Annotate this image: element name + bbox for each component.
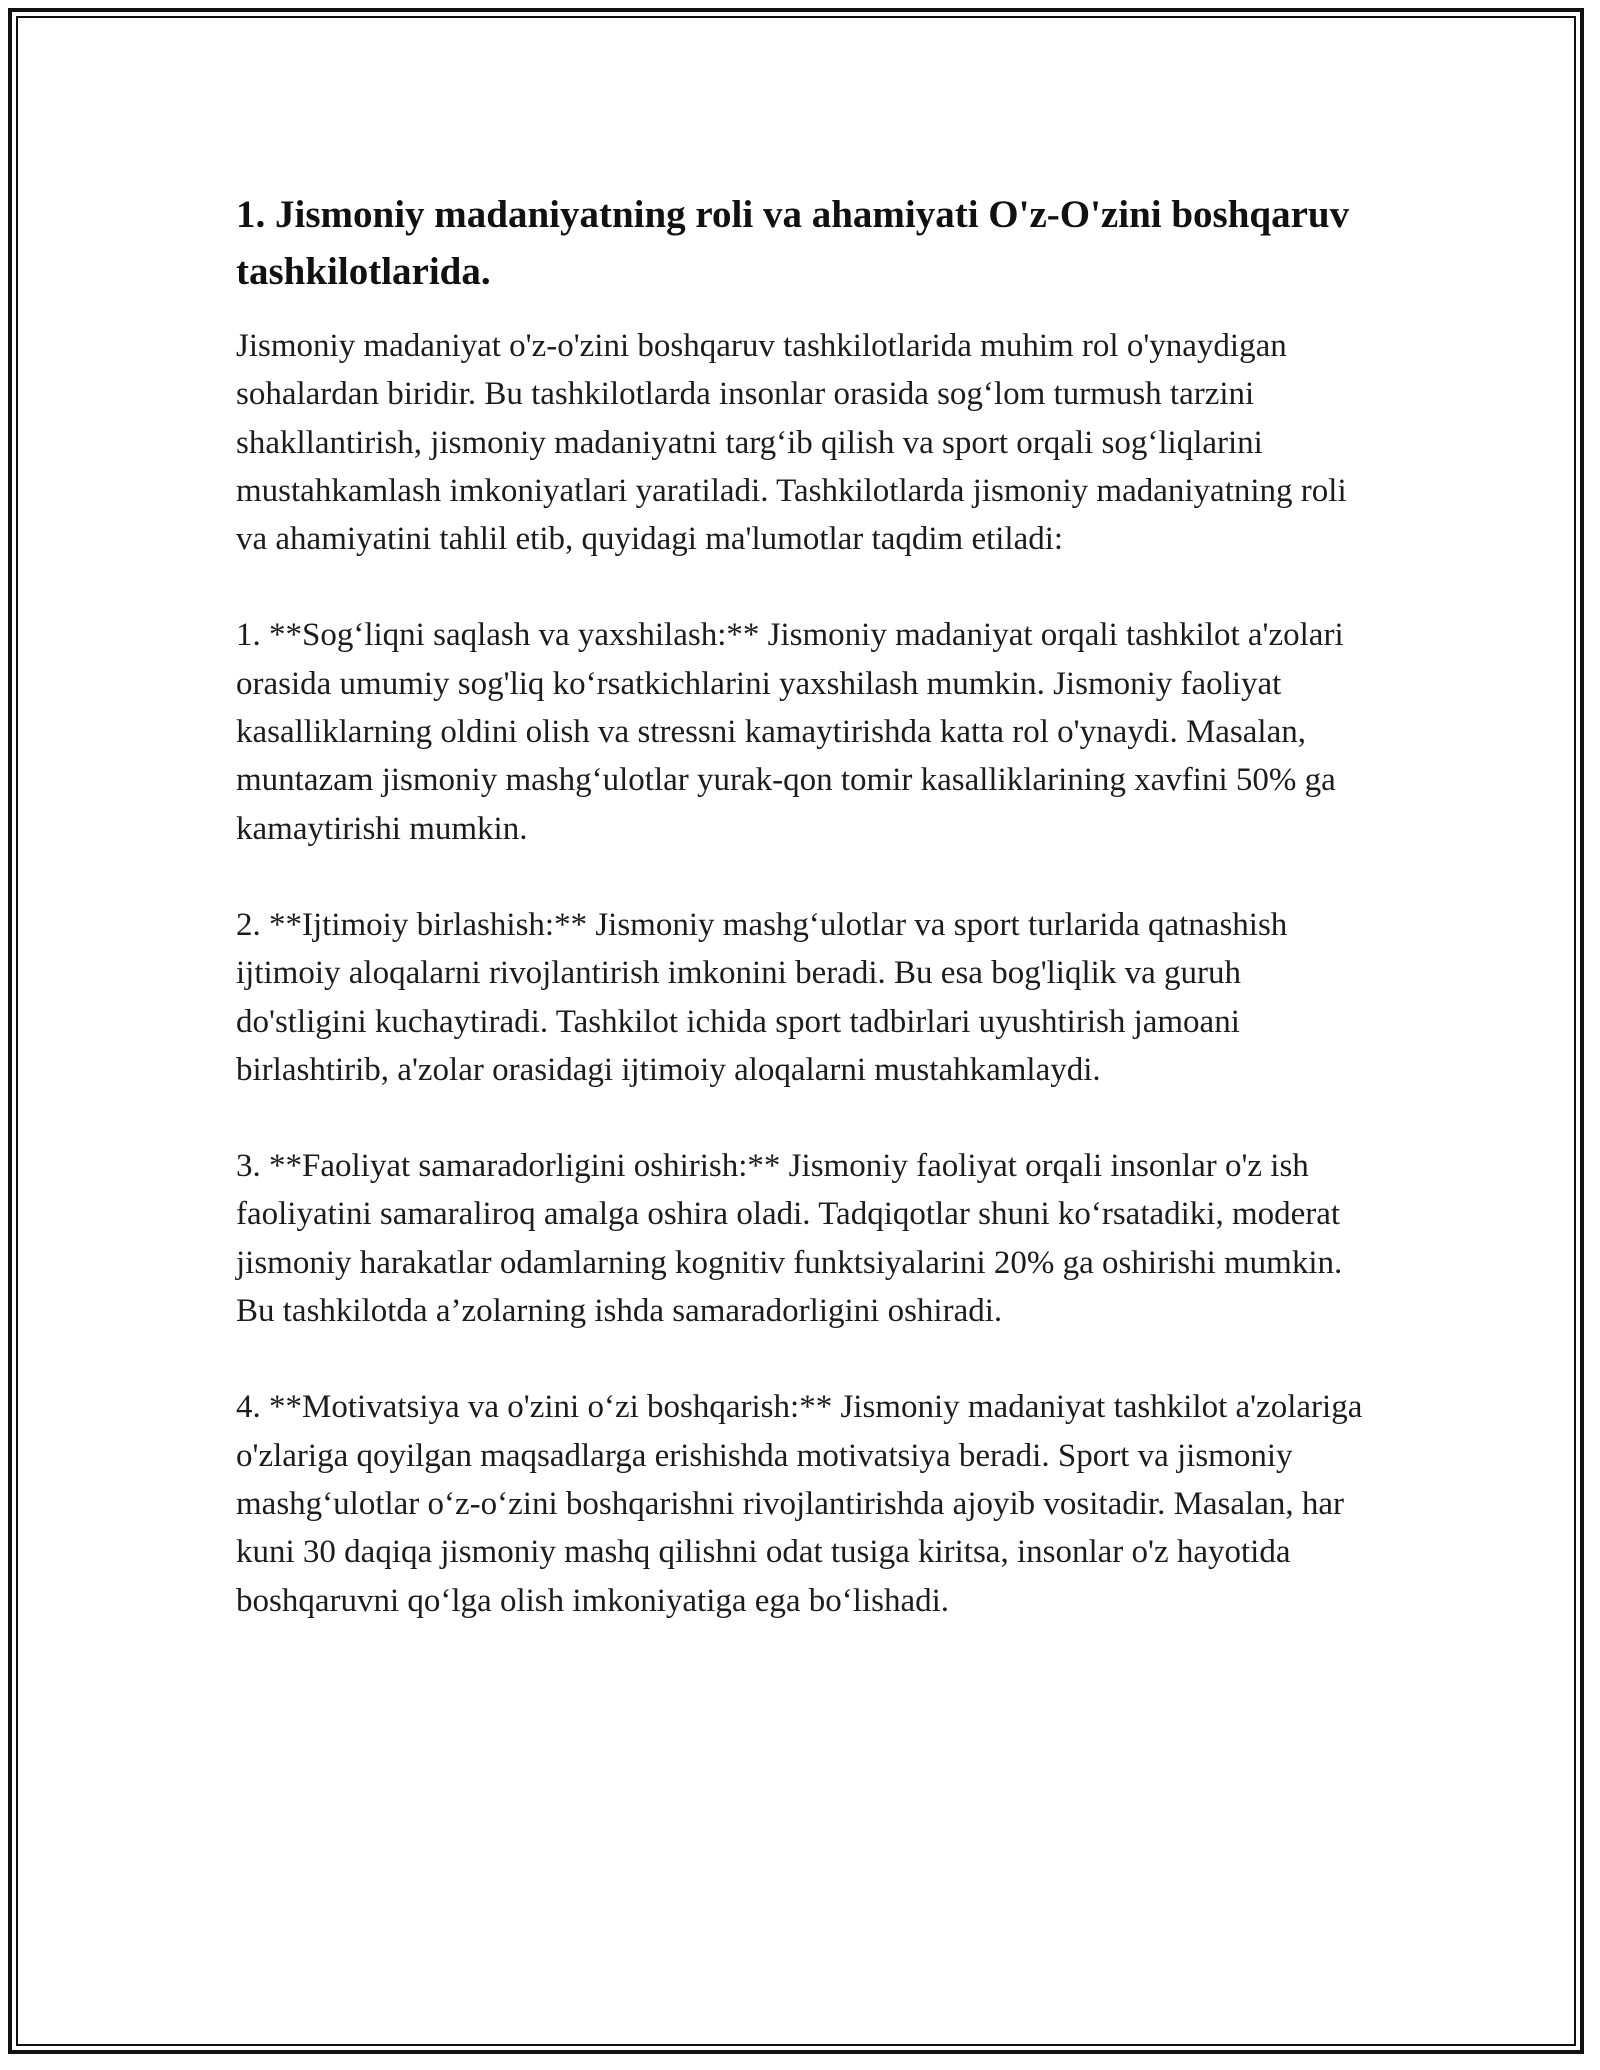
document-title: 1. Jismoniy madaniyatning roli va ahamiyati O'z-O'zini boshqaruv tashkilotlarida. — [236, 193, 1350, 293]
point-4-paragraph: 4. **Motivatsiya va o'zini o‘zi boshqarish:** Jismoniy madaniyat tashkilot a'zolariga o'zlariga qoyilgan maqsadlarga erishishda motivatsiya beradi. Sport va jismoniy mashg‘ulotlar o‘z-o‘zini boshqarishni rivojlantirishda ajoyib vositadir. Masalan, har kuni 30 daqiqa jismoniy mashq qilishni odat tusiga kiritsa, insonlar o'z hayotida boshqaruvni qo‘lga olish imkoniyatiga ega bo‘lishadi. — [236, 1389, 1363, 1619]
document-body — [236, 186, 1376, 1673]
intro-paragraph: Jismoniy madaniyat o'z-o'zini boshqaruv tashkilotlarida muhim rol o'ynaydigan sohalardan biridir. Bu tashkilotlarda insonlar orasida sog‘lom turmush tarzini shakllantirish, jismoniy madaniyatni targ‘ib qilish va sport orqali sog‘liqlarini mustahkamlash imkoniyatlari yaratiladi. Tashkilotlarda jismoniy madaniyatning roli va ahamiyatini tahlil etib, quyidagi ma'lumotlar taqdim etiladi: — [236, 328, 1347, 558]
point-2-paragraph: 2. **Ijtimoiy birlashish:** Jismoniy mashg‘ulotlar va sport turlarida qatnashish ijtimoiy aloqalarni rivojlantirish imkonini beradi. Bu esa bog'liqlik va guruh do'stligini kuchaytiradi. Tashkilot ichida sport tadbirlari uyushtirish jamoani birlashtirib, a'zolar orasidagi ijtimoiy aloqalarni mustahkamlaydi. — [236, 906, 1288, 1088]
point-1-paragraph: 1. **Sog‘liqni saqlash va yaxshilash:** Jismoniy madaniyat orqali tashkilot a'zolari orasida umumiy sog'liq ko‘rsatkichlarini yaxshilash mumkin. Jismoniy faoliyat kasalliklarning oldini olish va stressni kamaytirishda katta rol o'ynaydi. Masalan, muntazam jismoniy mashg‘ulotlar yurak-qon tomir kasalliklarining xavfini 50% ga kamaytirishi mumkin. — [236, 617, 1344, 847]
point-3-paragraph: 3. **Faoliyat samaradorligini oshirish:** Jismoniy faoliyat orqali insonlar o'z ish faoliyatini samaraliroq amalga oshira oladi. Tadqiqotlar shuni ko‘rsatadiki, moderat jismoniy harakatlar odamlarning kognitiv funktsiyalarini 20% ga oshirishi mumkin. Bu tashkilotda a’zolarning ishda samaradorligini oshiradi. — [236, 1148, 1343, 1330]
